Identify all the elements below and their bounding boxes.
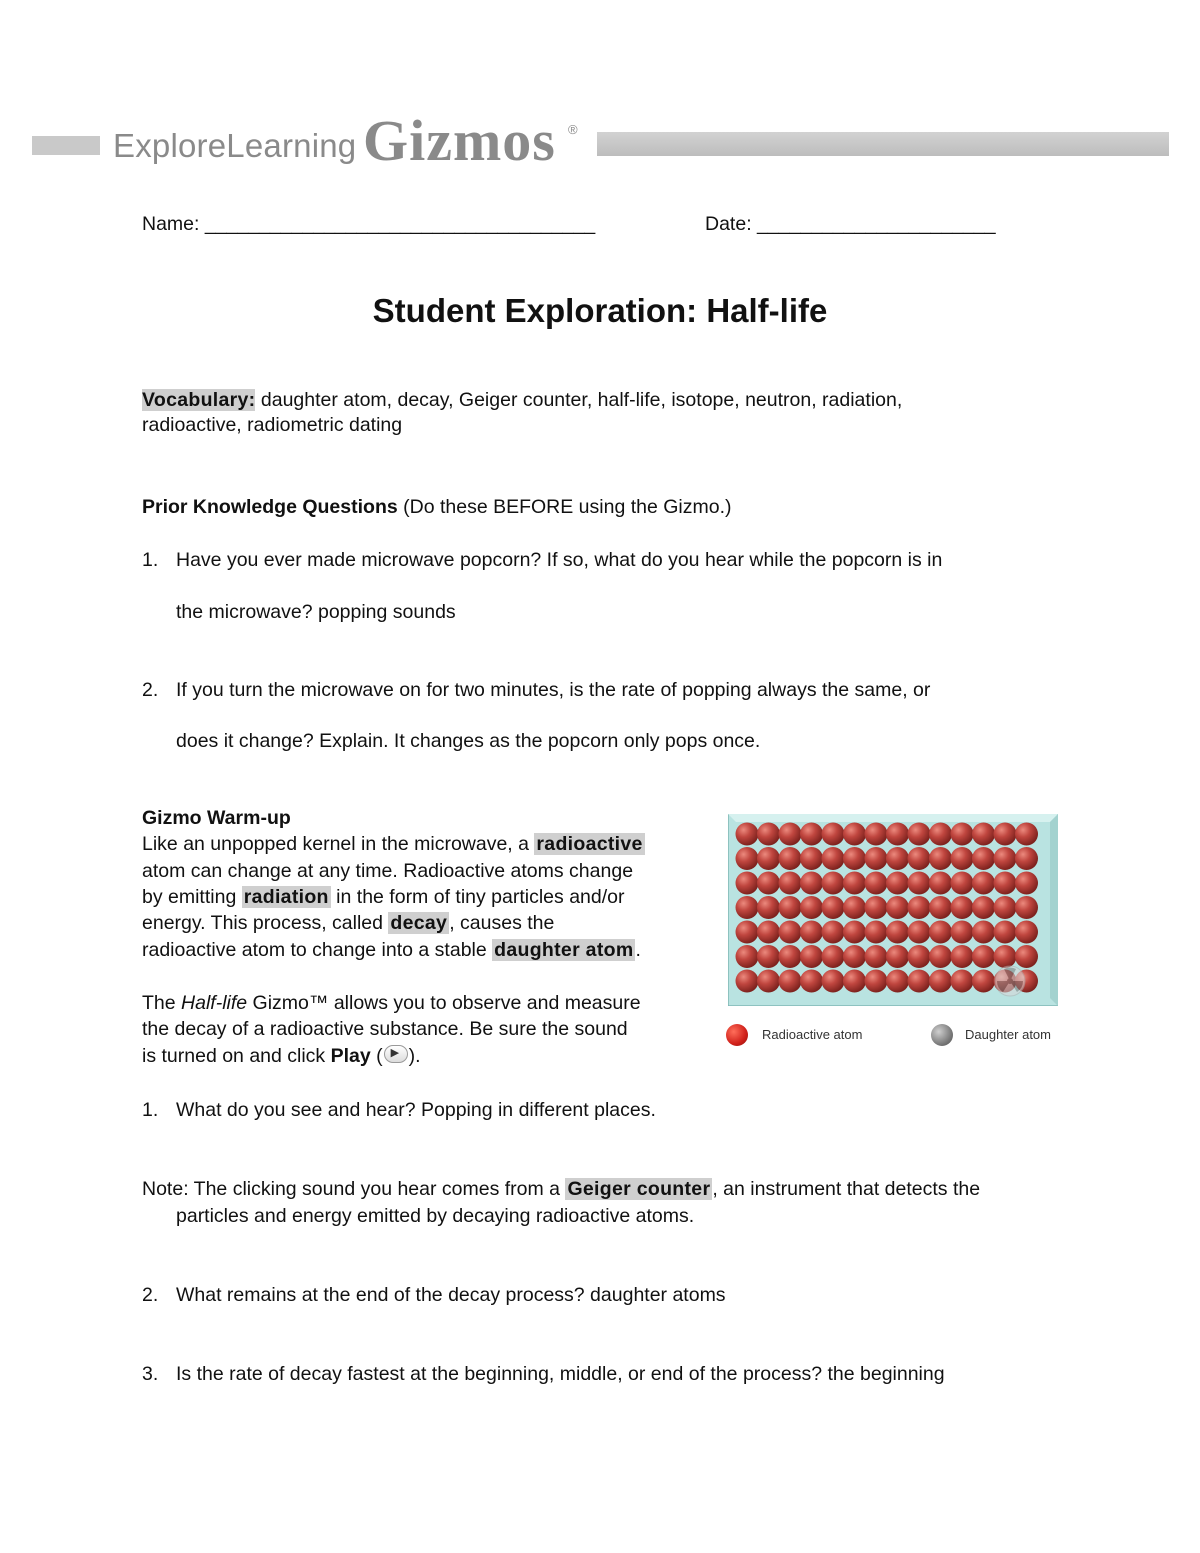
- radioactive-atom: [800, 872, 823, 895]
- warmup-q2-number: 2.: [142, 1284, 159, 1306]
- radioactive-atom: [779, 921, 802, 944]
- warmup-text: Like an unpopped kernel in the microwave, a: [142, 833, 535, 855]
- name-blank: ____________________________________: [204, 213, 596, 235]
- radioactive-atom: [779, 847, 802, 870]
- radioactive-atom: [951, 896, 974, 919]
- vocabulary-label: Vocabulary:: [142, 389, 256, 411]
- radioactive-atom: [886, 823, 909, 846]
- brand-product: Gizmos: [363, 108, 556, 173]
- play-icon[interactable]: ▶: [384, 1045, 408, 1063]
- radioactive-atom: [951, 823, 974, 846]
- warmup-q2-text: What remains at the end of the decay process? daughter atoms: [176, 1284, 726, 1306]
- radioactive-atom: [994, 872, 1017, 895]
- prior-q1-number: 1.: [142, 549, 159, 571]
- radioactive-atom: [929, 945, 952, 968]
- radioactive-atom: [843, 823, 866, 846]
- radioactive-atom: [929, 970, 952, 993]
- radioactive-atom: [843, 921, 866, 944]
- note-line-1: [142, 1178, 980, 1201]
- radioactive-atom: [865, 847, 888, 870]
- radioactive-atom: [822, 823, 845, 846]
- warmup-heading: Gizmo Warm-up: [142, 807, 291, 829]
- radioactive-atom: [908, 872, 931, 895]
- term-decay: decay: [390, 912, 448, 934]
- radioactive-atom: [757, 847, 780, 870]
- radioactive-atom: [908, 896, 931, 919]
- radioactive-atom: [822, 872, 845, 895]
- vocabulary-terms-1: daughter atom, decay, Geiger counter, half-life, isotope, neutron, radiation,: [255, 389, 903, 411]
- radioactive-atom: [972, 921, 995, 944]
- brand-registered-mark: ®: [568, 122, 578, 137]
- radioactive-atom: [908, 847, 931, 870]
- radioactive-atom: [929, 896, 952, 919]
- header-bar-left: [32, 136, 100, 155]
- radioactive-atom: [972, 970, 995, 993]
- brand-wordmark: ExploreLearning: [113, 127, 357, 164]
- radioactive-atom: [865, 872, 888, 895]
- radiation-symbol-icon: [995, 966, 1025, 996]
- warmup-q1-text: What do you see and hear? Popping in different places.: [176, 1099, 656, 1121]
- radioactive-atom: [800, 823, 823, 846]
- prior-q2-answer[interactable]: does it change? Explain. It changes as the popcorn only pops once.: [176, 730, 761, 752]
- radioactive-atom: [951, 872, 974, 895]
- radioactive-atom: [908, 945, 931, 968]
- vocabulary-terms-2: radioactive, radiometric dating: [142, 414, 403, 436]
- radioactive-atom: [865, 945, 888, 968]
- warmup-text: (: [370, 1045, 383, 1067]
- radioactive-atom: [843, 970, 866, 993]
- radioactive-atom: [736, 847, 759, 870]
- radioactive-atom: [994, 896, 1017, 919]
- term-geiger-counter: Geiger counter: [567, 1178, 711, 1200]
- note-line-2: particles and energy emitted by decaying radioactive atoms.: [176, 1205, 695, 1227]
- warmup-text: in the form of tiny particles and/or: [330, 886, 625, 908]
- radioactive-atom-legend-icon: [726, 1024, 748, 1046]
- radioactive-atom: [843, 896, 866, 919]
- radioactive-atom: [757, 823, 780, 846]
- gizmo-name: Half-life: [181, 992, 248, 1014]
- radioactive-atom: [929, 921, 952, 944]
- radioactive-atom: [843, 945, 866, 968]
- radioactive-atom: [736, 872, 759, 895]
- radioactive-atom: [929, 872, 952, 895]
- term-daughter-atom: daughter atom: [494, 939, 634, 961]
- name-field[interactable]: [142, 213, 595, 236]
- header-bar-right: [597, 132, 1169, 156]
- radioactive-atom: [908, 823, 931, 846]
- radioactive-atom: [994, 921, 1017, 944]
- radioactive-atom: [1015, 896, 1038, 919]
- radioactive-atom: [865, 896, 888, 919]
- radioactive-atom: [800, 921, 823, 944]
- radioactive-atom: [779, 970, 802, 993]
- term-radioactive: radioactive: [536, 833, 643, 855]
- daughter-atom-legend-icon: [931, 1024, 953, 1046]
- radioactive-atom: [886, 847, 909, 870]
- radioactive-atom: [972, 872, 995, 895]
- radioactive-atom: [736, 823, 759, 846]
- radioactive-atom: [886, 970, 909, 993]
- prior-q2-text: If you turn the microwave on for two minutes, is the rate of popping always the same, or: [176, 679, 931, 701]
- radioactive-atom: [736, 945, 759, 968]
- radioactive-atom: [951, 921, 974, 944]
- warmup-text: , causes the: [449, 912, 555, 934]
- radioactive-atom: [736, 896, 759, 919]
- warmup-p1-line-2: atom can change at any time. Radioactive atoms change: [142, 860, 634, 882]
- prior-heading-note: (Do these BEFORE using the Gizmo.): [397, 496, 732, 518]
- radioactive-atom: [865, 921, 888, 944]
- radioactive-atom: [972, 847, 995, 870]
- radioactive-atom: [886, 872, 909, 895]
- note-text: , an instrument that detects the: [712, 1178, 981, 1200]
- radioactive-atom: [1015, 823, 1038, 846]
- radioactive-atom: [779, 945, 802, 968]
- warmup-p2-line-1: [142, 992, 641, 1015]
- radioactive-atom: [1015, 847, 1038, 870]
- warmup-q3-number: 3.: [142, 1363, 159, 1385]
- radioactive-atom: [994, 847, 1017, 870]
- prior-heading-text: Prior Knowledge Questions: [142, 496, 398, 518]
- warmup-text: The: [142, 992, 182, 1014]
- warmup-text: is turned on and click: [142, 1045, 331, 1067]
- radioactive-atom: [929, 823, 952, 846]
- radioactive-atom: [843, 872, 866, 895]
- radioactive-atom: [1015, 945, 1038, 968]
- radioactive-atom: [779, 896, 802, 919]
- warmup-text: by emitting: [142, 886, 242, 908]
- radioactive-atom: [800, 945, 823, 968]
- warmup-p1-line-5: [142, 939, 641, 962]
- warmup-text: ).: [408, 1045, 421, 1067]
- prior-q1-text: Have you ever made microwave popcorn? If so, what do you hear while the popcorn is in: [176, 549, 943, 571]
- radioactive-atom: [1015, 921, 1038, 944]
- radioactive-atom: [779, 823, 802, 846]
- radioactive-atom: [843, 847, 866, 870]
- play-label: Play: [330, 1045, 371, 1067]
- radioactive-atom: [972, 945, 995, 968]
- warmup-q3-text: Is the rate of decay fastest at the beginning, middle, or end of the process? the beginning: [176, 1363, 945, 1385]
- warmup-p2-line-2: the decay of a radioactive substance. Be sure the sound: [142, 1018, 628, 1040]
- radioactive-atom-legend-label: Radioactive atom: [762, 1027, 863, 1042]
- radioactive-atom: [908, 921, 931, 944]
- radioactive-atom: [822, 847, 845, 870]
- daughter-atom-legend-label: Daughter atom: [965, 1027, 1051, 1042]
- vocabulary-line-1: [142, 389, 902, 412]
- prior-knowledge-heading: [142, 496, 732, 519]
- radioactive-atom: [757, 945, 780, 968]
- warmup-p1-line-4: [142, 912, 554, 935]
- radioactive-atom: [865, 970, 888, 993]
- date-field[interactable]: [705, 213, 996, 236]
- radioactive-atom: [886, 945, 909, 968]
- prior-q2-number: 2.: [142, 679, 159, 701]
- note-text: Note: The clicking sound you hear comes from a: [142, 1178, 566, 1200]
- warmup-p1-line-3: [142, 886, 624, 909]
- date-blank: ______________________: [757, 213, 996, 235]
- radioactive-atom: [800, 847, 823, 870]
- term-radiation: radiation: [243, 886, 329, 908]
- radioactive-atom: [994, 823, 1017, 846]
- warmup-text: energy. This process, called: [142, 912, 389, 934]
- radioactive-atom: [736, 921, 759, 944]
- warmup-p1-line-1: [142, 833, 645, 856]
- radioactive-atom: [800, 896, 823, 919]
- radioactive-atom: [951, 847, 974, 870]
- radioactive-atom: [951, 945, 974, 968]
- radioactive-atom: [822, 921, 845, 944]
- radioactive-atom: [822, 896, 845, 919]
- radioactive-atom: [757, 921, 780, 944]
- radioactive-atom: [736, 970, 759, 993]
- radioactive-atom: [822, 970, 845, 993]
- radioactive-atom: [822, 945, 845, 968]
- warmup-text: Gizmo™ allows you to observe and measure: [247, 992, 641, 1014]
- radioactive-atom: [951, 970, 974, 993]
- half-life-simulation-image: [728, 814, 1058, 1006]
- radioactive-atom: [757, 896, 780, 919]
- warmup-text: .: [635, 939, 641, 961]
- radioactive-atom: [929, 847, 952, 870]
- radioactive-atom: [800, 970, 823, 993]
- radioactive-atom: [972, 823, 995, 846]
- radioactive-atom: [972, 896, 995, 919]
- radioactive-atom: [886, 896, 909, 919]
- radioactive-atom: [886, 921, 909, 944]
- prior-q1-answer[interactable]: the microwave? popping sounds: [176, 601, 456, 623]
- name-label: Name:: [142, 213, 200, 235]
- radioactive-atom: [994, 945, 1017, 968]
- radioactive-atom: [1015, 872, 1038, 895]
- radioactive-atom: [908, 970, 931, 993]
- warmup-p2-line-3: [142, 1045, 421, 1068]
- warmup-q1-number: 1.: [142, 1099, 159, 1121]
- warmup-text: radioactive atom to change into a stable: [142, 939, 493, 961]
- radioactive-atom: [757, 872, 780, 895]
- radioactive-atom: [757, 970, 780, 993]
- radioactive-atom: [865, 823, 888, 846]
- page-title: Student Exploration: Half-life: [372, 292, 828, 329]
- radioactive-atom: [779, 872, 802, 895]
- date-label: Date:: [705, 213, 752, 235]
